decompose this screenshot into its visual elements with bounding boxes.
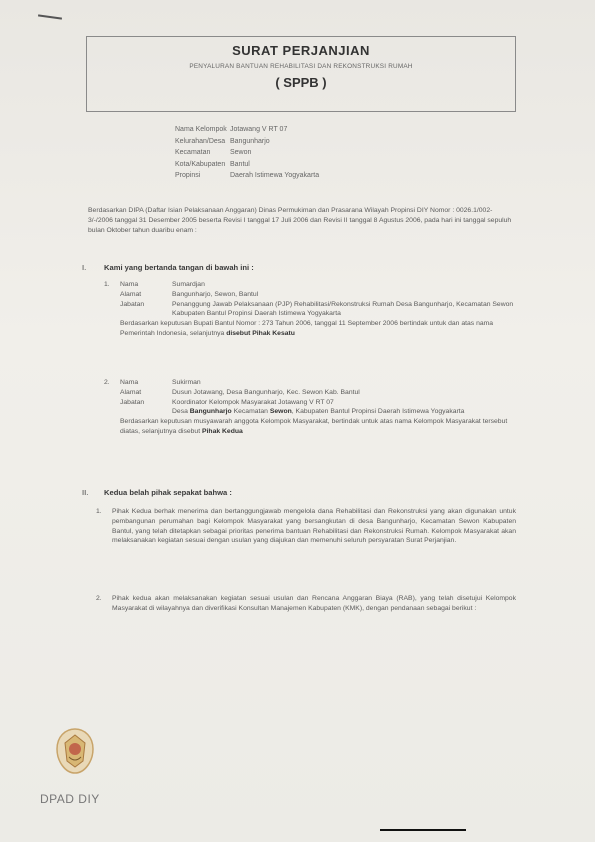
- party-1-note: Berdasarkan keputusan Bupati Bantul Nomor : 273 Tahun 2006, tanggal 11 September 2006 bertindak untuk dan atas nama Pemerintah Indonesia, selanjutnya disebut Pihak Kesatu: [120, 320, 494, 337]
- intro-paragraph: Berdasarkan DIPA (Daftar Isian Pelaksanaan Anggaran) Dinas Permukiman dan Prasarana Wilayah Propinsi DIY Nomor : 0026.1/002-3/-/2006 tanggal 31 Desember 2005 beserta Revisi I tanggal 17 Juli 2006 dan Revisi II tanggal 8 Agustus 2006, pada hari ini tanggal sepuluh bulan Oktober tahun duaribu enam :: [88, 207, 512, 234]
- agreement-item-1: 1. Pihak Kedua berhak menerima dan bertanggungjawab mengelola dana Rehabilitasi dan Rekonstruksi yang akan digunakan untuk pembangunan perumahan bagi Kelompok Masyarakat yang bersangkutan di desa Bangunharjo, Kecamatan Sewon Kabupaten Bantul, yang telah ditetapkan sebagai prioritas penerima bantuan Rehabilitasi dan Rekonstruksi Rumah. Kelompok Masyarakat akan melaksanakan kegiatan sesuai dengan usulan yang diajukan dan memenuhi seluruh persyaratan Surat Perjanjian.: [96, 508, 516, 545]
- party-2: 2. Nama Sukirman Alamat Dusun Jotawang, Desa Bangunharjo, Kec. Sewon Kab. Bantul Jabatan Koordinator Kelompok Masyarakat Jotawang V RT 07 Desa Bangunharjo Kecamatan Sewon, Kabupaten Bantul Propinsi Daerah Istimewa Yogyakarta Berdasarkan keputusan musyawarah anggota Kelompok Masyarakat, bertindak untuk atas nama Kelompok Masyarakat tersebut diatas, selanjutnya disebut Pihak Kedua: [104, 378, 519, 437]
- agreement-item-2: 2. Pihak kedua akan melaksanakan kegiatan sesuai usulan dan Rencana Anggaran Biaya (RAB), yang telah disetujui Kelompok Masyarakat di wilayahnya dan diverifikasi Konsultan Manajemen Kabupaten (KMK), dengan pendanaan sebagai berikut :: [96, 595, 516, 612]
- document-subtitle: PENYALURAN BANTUAN REHABILITASI DAN REKONSTRUKSI RUMAH: [189, 63, 413, 70]
- identity-row: Kecamatan Sewon: [175, 149, 252, 156]
- title-box: [86, 36, 516, 112]
- section-1-heading: I. Kami yang bertanda tangan di bawah ini :: [82, 263, 254, 272]
- section-2-heading: II. Kedua belah pihak sepakat bahwa :: [82, 488, 232, 497]
- document-title: SURAT PERJANJIAN: [232, 43, 370, 58]
- dpad-watermark: DPAD DIY: [40, 792, 100, 806]
- identity-row: Propinsi Daerah Istimewa Yogyakarta: [175, 172, 320, 179]
- identity-row: Kelurahan/Desa Bangunharjo: [175, 137, 270, 145]
- group-identity: [175, 124, 319, 182]
- dpad-seal-icon: [55, 727, 95, 775]
- party-1: 1. Nama Sumardjan Alamat Bangunharjo, Sewon, Bantul Jabatan Penanggung Jawab Pelaksanaan (PJP) Rehabilitasi/Rekonstruksi Rumah Desa Bangunharjo, Kecamatan Sewon Kabupaten Bantul Propinsi Daerah Istimewa Yogyakarta Berdasarkan keputusan Bupati Bantul Nomor : 273 Tahun 2006, tanggal 11 September 2006 bertindak untuk dan atas nama Pemerintah Indonesia, selanjutnya disebut Pihak Kesatu: [104, 280, 519, 339]
- identity-row: Nama Kelompok Jotawang V RT 07: [175, 126, 288, 133]
- scan-mark: [38, 14, 62, 19]
- identity-row: Kota/Kabupaten Bantul: [175, 160, 250, 168]
- document-code: ( SPPB ): [275, 75, 327, 90]
- party-2-note: Berdasarkan keputusan musyawarah anggota Kelompok Masyarakat, bertindak untuk atas nama Kelompok Masyarakat tersebut diatas, selanjutnya disebut Pihak Kedua: [120, 418, 508, 435]
- bottom-rule: [380, 829, 466, 831]
